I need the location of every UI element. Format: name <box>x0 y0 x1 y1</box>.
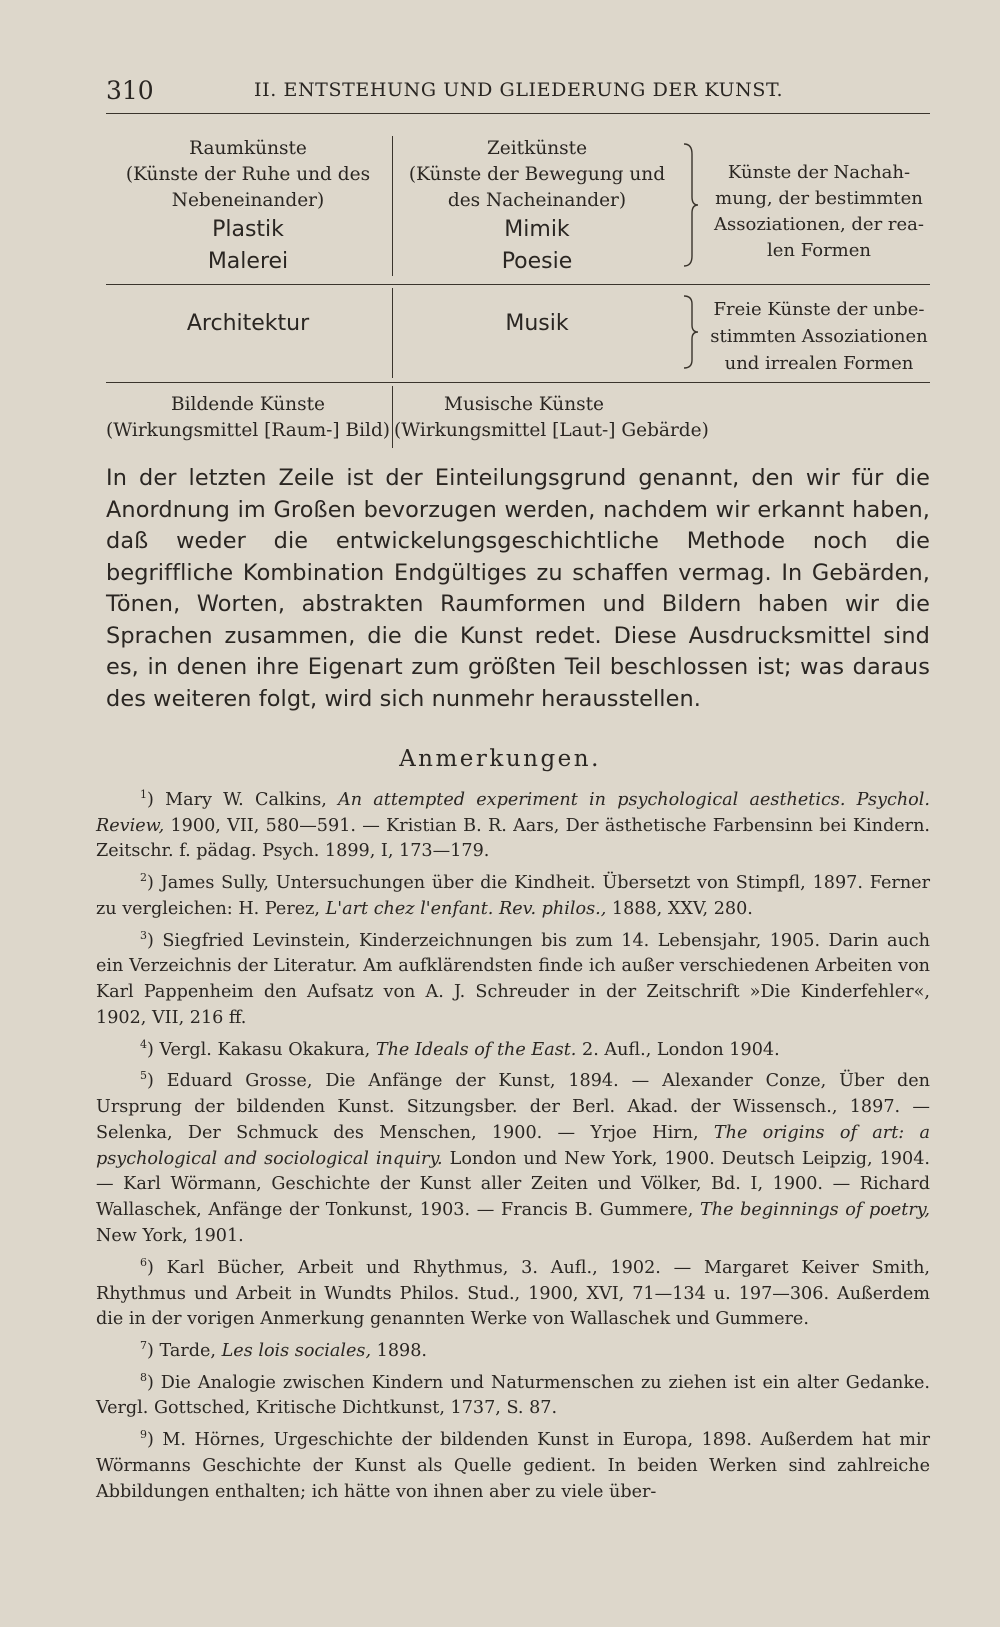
footnote <box>96 1422 930 1505</box>
footnote <box>96 1032 930 1064</box>
body-paragraph: In der letzten Zeile ist der Einteilungsgrund genannt, den wir für die Anordnung im Großen bevorzugen werden, nachdem wir erkannt haben, daß weder die entwickelungsgeschichtliche Methode noch die begriffliche Kombination Endgültiges zu schaffen vermag. In Gebärden, Tönen, Worten, abstrakten Raumformen und Bildern haben wir die Sprachen zusammen, die die Kunst redet. Diese Ausdrucksmittel sind es, in denen ihre Eigenart zum größten Teil beschlossen ist; was daraus des weiteren folgt, wird sich nunmehr herausstellen. <box>106 465 930 712</box>
footnote-number: 3 <box>140 928 147 942</box>
footnote-text: James Sully, Untersuchungen über die Kindheit. Übersetzt von Stimpfl, 1897. Ferner zu vergleichen: H. Perez, <box>96 873 930 919</box>
footnote-text: Siegfried Levinstein, Kinderzeichnungen bis zum 14. Lebensjahr, 1905. Darin auch ein Verzeichnis der Literatur. Am aufklärendsten finde ich außer verschiedenen Arbeiten von Karl Pappenheim den Aufsatz von A. J. Schreuder in der Zeitschrift »Die Kinderfehler«, 1902, VII, 216 ff. <box>96 930 930 1028</box>
footnote-paren: ) <box>147 873 161 894</box>
classification-table <box>106 136 930 456</box>
art-malerei: Malerei <box>207 249 289 274</box>
footnote-text: Tarde, <box>159 1340 222 1361</box>
art-poesie: Poesie <box>501 249 573 274</box>
cell-zeitkuenste <box>394 136 680 278</box>
footnote-paren: ) <box>147 1039 160 1060</box>
footnote-number: 7 <box>140 1339 147 1353</box>
footnote <box>96 865 930 922</box>
footnote-text: London und New York, 1900. Deutsch Leipzig, 1904. — Karl Wörmann, Geschichte der Kunst aller Zeiten und Völker, Bd. I, 1900. — Richard Wallaschek, Anfänge der Tonkunst, 1903. — Francis B. Gummere, <box>96 1148 930 1221</box>
footnote <box>96 1063 930 1249</box>
footnote <box>96 1250 930 1333</box>
footnote-text: M. Hörnes, Urgeschichte der bildenden Kunst in Europa, 1898. Außerdem hat mir Wörmanns Geschichte der Kunst als Quelle gedient. In beiden Werken sind zahlreiche Abbildungen enthalten; ich hätte von ihnen aber zu viele über- <box>96 1430 930 1502</box>
cell-title: Bildende Künste <box>171 394 325 415</box>
row-divider-1 <box>106 284 930 285</box>
brace-row1 <box>682 142 702 268</box>
cell-title: Zeitkünste <box>486 138 588 159</box>
footnote-number: 6 <box>140 1255 147 1269</box>
footnote-title: L'art chez l'enfant. Rev. philos., <box>325 898 607 919</box>
side-line: Freie Künste der unbe- <box>713 299 925 320</box>
cell-subtitle-1: (Künste der Bewegung und <box>408 164 666 185</box>
row-divider-2 <box>106 382 930 383</box>
art-mimik: Mimik <box>504 217 570 242</box>
footnote-paren: ) <box>147 1340 160 1361</box>
cell-bildende-kuenste <box>106 392 390 444</box>
art-architektur: Architektur <box>186 311 310 336</box>
footnote-paren: ) <box>147 1071 167 1092</box>
header-rule <box>106 113 930 114</box>
cell-subtitle-1: (Künste der Ruhe und des <box>125 164 371 185</box>
art-musik: Musik <box>505 311 569 336</box>
side-line: Assoziationen, der rea- <box>714 214 924 235</box>
footnote-title: The origins of art: a psychological and sociological inquiry. <box>96 1122 931 1169</box>
cell-title: Musische Künste <box>444 394 604 415</box>
footnote-paren: ) <box>147 1257 167 1278</box>
page-number: 310 <box>106 76 154 105</box>
cell-subtitle-2: des Nacheinander) <box>447 190 627 211</box>
notes-list <box>96 782 930 1505</box>
footnote-title: Les lois sociales, <box>221 1340 372 1361</box>
footnote-text: 1900, VII, 580—591. — Kristian B. R. Aars, Der ästhetische Farbensinn bei Kindern. Zeitschr. f. pädag. Psych. 1899, I, 173—179. <box>96 815 930 862</box>
footnote <box>96 923 930 1032</box>
side-note-row2 <box>708 296 930 377</box>
footnote-text: 2. Aufl., London 1904. <box>576 1039 780 1060</box>
footnote-text: Karl Bücher, Arbeit und Rhythmus, 3. Aufl., 1902. — Margaret Keiver Smith, Rhythmus und Arbeit in Wundts Philos. Stud., 1900, XVI, 71—134 u. 197—306. Außerdem die in der vorigen Anmerkung genannten Werke von Wallaschek und Gummere. <box>96 1257 930 1330</box>
footnote-text: Mary W. Calkins, <box>165 789 339 810</box>
footnote <box>96 782 930 865</box>
footnote-title: The beginnings of poetry, <box>700 1200 930 1221</box>
cell-subtitle: (Wirkungsmittel [Raum-] Bild) <box>106 420 391 441</box>
footnote-number: 8 <box>140 1370 147 1384</box>
footnote-paren: ) <box>147 1430 163 1451</box>
footnote-number: 4 <box>140 1037 147 1051</box>
footnote-text: Die Analogie zwischen Kindern und Naturmenschen zu ziehen ist ein alter Gedanke. Vergl. Gottsched, Kritische Dichtkunst, 1737, S. 87. <box>96 1372 930 1419</box>
column-rule-2 <box>392 288 393 378</box>
cell-architektur <box>106 308 390 340</box>
cell-musik <box>394 308 680 340</box>
side-note-row1 <box>708 160 930 264</box>
footnote-text: New York, 1901. <box>96 1226 244 1247</box>
footnote-text: 1898. <box>371 1340 428 1361</box>
running-title: II. ENTSTEHUNG UND GLIEDERUNG DER KUNST. <box>254 79 784 101</box>
side-line: und irrealen Formen <box>724 353 914 374</box>
cell-title: Raumkünste <box>189 138 307 159</box>
footnote-number: 2 <box>140 871 147 885</box>
footnote-paren: ) <box>147 789 166 810</box>
footnote <box>96 1365 930 1422</box>
notes-heading: Anmerkungen. <box>399 746 601 772</box>
cell-subtitle-2: Nebeneinander) <box>171 190 325 211</box>
footnote-number: 1 <box>140 788 147 801</box>
footnote-text: 1888, XXV, 280. <box>606 898 753 919</box>
footnote-text: Vergl. Kakasu Okakura, <box>159 1039 376 1060</box>
side-line: mung, der bestimmten <box>715 188 923 209</box>
footnote-paren: ) <box>147 1372 161 1393</box>
side-line: stimmten Assoziationen <box>710 326 928 347</box>
side-line: len Formen <box>767 240 871 261</box>
cell-musische-kuenste <box>394 392 709 444</box>
footnote-text: Eduard Grosse, Die Anfänge der Kunst, 1894. — Alexander Conze, Über den Ursprung der bildenden Kunst. Sitzungsber. der Berl. Akad. der Wissensch., 1897. — Selenka, Der Schmuck des Menschen, 1900. — Yrjoe Hirn, <box>96 1071 930 1143</box>
art-plastik: Plastik <box>212 217 284 242</box>
cell-subtitle: (Wirkungsmittel [Laut-] Gebärde) <box>394 420 709 441</box>
brace-row2 <box>682 294 702 370</box>
column-rule-1 <box>392 136 393 276</box>
footnote-number: 9 <box>140 1428 147 1442</box>
side-line: Künste der Nachah- <box>727 162 911 183</box>
footnote-paren: ) <box>147 930 163 951</box>
footnote-title: The Ideals of the East. <box>375 1039 577 1060</box>
footnote-title: An attempted experiment in psychological aesthetics. Psychol. Review, <box>96 789 930 836</box>
footnote <box>96 1333 930 1365</box>
page-header <box>106 76 930 110</box>
column-rule-3 <box>392 386 393 448</box>
cell-raumkuenste <box>106 136 390 278</box>
footnote-number: 5 <box>140 1069 147 1083</box>
